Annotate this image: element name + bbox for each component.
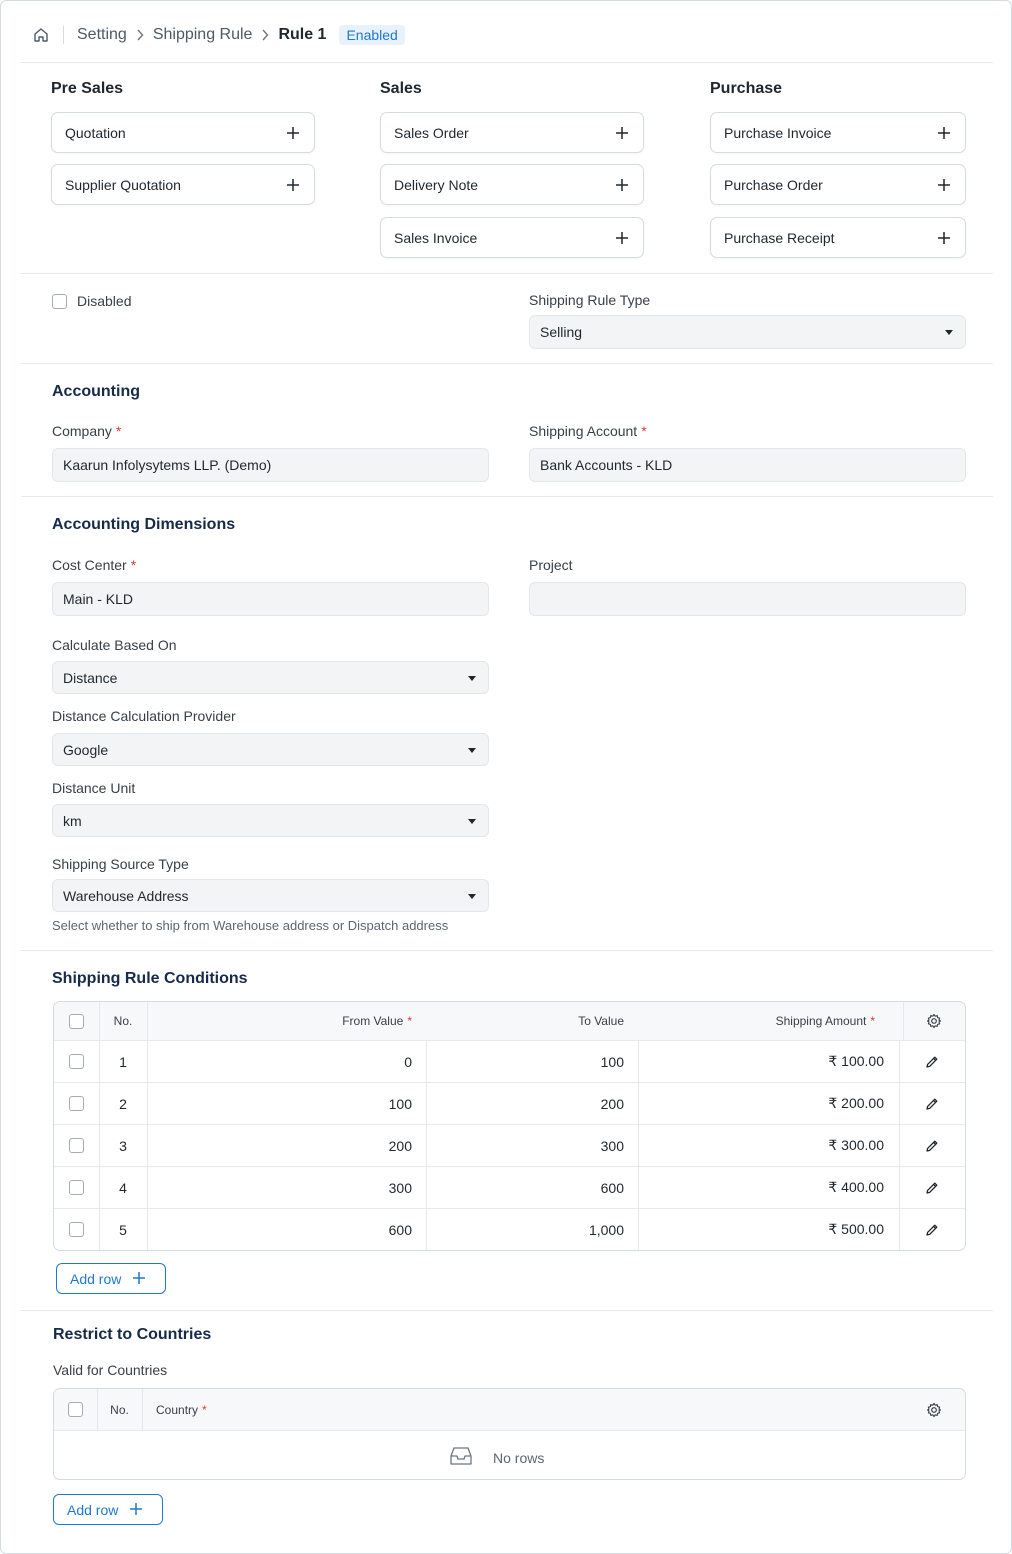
- plus-icon[interactable]: [936, 177, 952, 193]
- row-checkbox[interactable]: [69, 1096, 84, 1111]
- link-label: Purchase Receipt: [724, 229, 835, 246]
- from-value-cell[interactable]: 300: [388, 1179, 412, 1196]
- select-all-checkbox[interactable]: [69, 1014, 84, 1029]
- no-rows-text: No rows: [493, 1449, 545, 1466]
- add-row-label: Add row: [70, 1270, 122, 1287]
- link-label: Supplier Quotation: [65, 176, 181, 193]
- header-country-text: Country: [156, 1402, 199, 1417]
- divider: [21, 273, 993, 274]
- header-country: [156, 1389, 456, 1430]
- plus-icon[interactable]: [285, 177, 301, 193]
- link-quotation[interactable]: [51, 112, 315, 153]
- settings-gear-icon[interactable]: [903, 1389, 965, 1430]
- table-header: [54, 1002, 965, 1040]
- distance-provider-value: Google: [63, 741, 109, 758]
- breadcrumb-setting[interactable]: Setting: [77, 26, 127, 43]
- home-icon[interactable]: [31, 25, 51, 45]
- row-no: 2: [119, 1095, 127, 1112]
- link-purchase-receipt[interactable]: [710, 217, 966, 258]
- to-value-cell[interactable]: 600: [600, 1179, 624, 1196]
- plus-icon[interactable]: [285, 125, 301, 141]
- shipping-source-value: Warehouse Address: [63, 887, 189, 904]
- link-label: Purchase Invoice: [724, 124, 832, 141]
- table-header: [54, 1389, 965, 1430]
- link-label: Sales Order: [394, 124, 469, 141]
- link-supplier-quotation[interactable]: [51, 164, 315, 205]
- link-label: Purchase Order: [724, 176, 823, 193]
- link-label: Quotation: [65, 124, 126, 141]
- cost-center-label: [52, 557, 136, 573]
- table-row[interactable]: [54, 1040, 965, 1082]
- accounting-dimensions-title: Accounting Dimensions: [52, 516, 236, 533]
- header-no: No.: [113, 1014, 133, 1028]
- from-value-cell[interactable]: 100: [388, 1095, 412, 1112]
- plus-icon: [130, 1502, 142, 1518]
- shipping-amount-cell[interactable]: ₹ 100.00: [828, 1053, 884, 1069]
- row-checkbox[interactable]: [69, 1180, 84, 1195]
- conditions-add-row-button[interactable]: [56, 1263, 166, 1294]
- row-no: 1: [119, 1053, 127, 1070]
- from-value-cell[interactable]: 200: [388, 1137, 412, 1154]
- select-all-checkbox[interactable]: [68, 1402, 83, 1417]
- no-rows-message: [449, 1446, 544, 1469]
- row-select-cell: [54, 1083, 99, 1124]
- breadcrumb-divider: [63, 26, 64, 44]
- divider: [21, 496, 993, 497]
- to-value-cell[interactable]: 1,000: [588, 1221, 624, 1238]
- plus-icon[interactable]: [936, 125, 952, 141]
- status-badge: Enabled: [339, 25, 404, 45]
- row-select-cell: [54, 1041, 99, 1082]
- to-value-cell[interactable]: 200: [600, 1095, 624, 1112]
- header-select-cell: [54, 1389, 97, 1430]
- shipping-source-help: Select whether to ship from Warehouse address or Dispatch address: [52, 918, 449, 933]
- row-select-cell: [54, 1209, 99, 1250]
- table-row[interactable]: [54, 1124, 965, 1166]
- conditions-title: Shipping Rule Conditions: [52, 970, 248, 987]
- rule-type-label: Shipping Rule Type: [529, 292, 651, 308]
- link-purchase-order[interactable]: [710, 164, 966, 205]
- link-purchase-invoice[interactable]: [710, 112, 966, 153]
- header-to-value: To Value: [578, 1014, 624, 1028]
- edit-pencil-icon[interactable]: [899, 1041, 965, 1082]
- required-marker: *: [407, 1014, 412, 1028]
- caret-down-icon: [468, 748, 476, 753]
- conditions-table: [53, 1001, 966, 1251]
- purchase-title: Purchase: [710, 80, 783, 97]
- accounting-title: Accounting: [52, 383, 140, 400]
- empty-tray-icon: [449, 1446, 473, 1469]
- divider: [21, 1310, 993, 1311]
- edit-pencil-icon[interactable]: [899, 1209, 965, 1250]
- valid-countries-label: Valid for Countries: [53, 1362, 168, 1378]
- chevron-right-icon: [261, 29, 269, 41]
- distance-provider-select[interactable]: [52, 733, 489, 766]
- shipping-amount-cell[interactable]: ₹ 400.00: [828, 1179, 884, 1195]
- row-no: 4: [119, 1179, 127, 1196]
- add-row-label: Add row: [67, 1501, 119, 1518]
- shipping-account-label: [529, 423, 647, 439]
- sales-title: Sales: [380, 80, 422, 97]
- header-amount-text: Shipping Amount: [775, 1014, 867, 1028]
- company-label-text: Company: [52, 423, 112, 439]
- company-value: Kaarun Infolysytems LLP. (Demo): [63, 457, 272, 473]
- required-marker: *: [202, 1402, 207, 1417]
- breadcrumb-current: Rule 1: [278, 26, 327, 43]
- shipping-amount-cell[interactable]: ₹ 500.00: [828, 1221, 884, 1237]
- row-no: 5: [119, 1221, 127, 1238]
- table-row[interactable]: [54, 1082, 965, 1124]
- to-value-cell[interactable]: 100: [600, 1053, 624, 1070]
- disabled-label: Disabled: [77, 293, 132, 309]
- row-select-cell: [54, 1167, 99, 1208]
- shipping-amount-cell[interactable]: ₹ 300.00: [828, 1137, 884, 1153]
- distance-unit-select[interactable]: [52, 804, 489, 837]
- shipping-source-select[interactable]: [52, 879, 489, 912]
- empty-row: [54, 1430, 965, 1480]
- countries-add-row-button[interactable]: [53, 1494, 163, 1525]
- edit-pencil-icon[interactable]: [899, 1167, 965, 1208]
- divider: [21, 363, 993, 364]
- caret-down-icon: [468, 676, 476, 681]
- company-label: [52, 423, 121, 439]
- project-label: Project: [529, 557, 573, 573]
- plus-icon[interactable]: [614, 230, 630, 246]
- required-marker: *: [641, 423, 647, 439]
- cost-center-label-text: Cost Center: [52, 557, 127, 573]
- distance-unit-value: km: [63, 812, 82, 829]
- required-marker: *: [130, 557, 137, 573]
- header-no: No.: [110, 1402, 129, 1417]
- calculate-based-on-label: Calculate Based On: [52, 637, 177, 653]
- countries-table: [53, 1388, 966, 1480]
- row-checkbox[interactable]: [69, 1222, 84, 1237]
- required-marker: *: [115, 423, 122, 439]
- rule-type-select[interactable]: [529, 315, 966, 349]
- breadcrumb: [31, 23, 405, 47]
- from-value-cell[interactable]: 0: [404, 1053, 412, 1070]
- to-value-cell[interactable]: 300: [600, 1137, 624, 1154]
- link-sales-invoice[interactable]: [380, 217, 644, 258]
- rule-type-value: Selling: [540, 324, 583, 340]
- divider: [21, 62, 993, 63]
- plus-icon: [133, 1271, 145, 1287]
- chevron-right-icon: [136, 29, 144, 41]
- cost-center-field[interactable]: [52, 582, 489, 616]
- distance-provider-label: Distance Calculation Provider: [52, 708, 236, 724]
- row-checkbox[interactable]: [69, 1054, 84, 1069]
- header-shipping-amount: [638, 1002, 899, 1040]
- table-row[interactable]: [54, 1166, 965, 1208]
- header-from-text: From Value: [342, 1014, 404, 1028]
- disabled-checkbox[interactable]: [52, 294, 67, 309]
- shipping-source-label: Shipping Source Type: [52, 856, 189, 872]
- shipping-account-field[interactable]: [529, 448, 966, 482]
- calculate-based-on-value: Distance: [63, 669, 118, 686]
- link-delivery-note[interactable]: [380, 164, 644, 205]
- caret-down-icon: [945, 330, 953, 335]
- header-select-cell: [54, 1002, 99, 1040]
- calculate-based-on-select[interactable]: [52, 661, 489, 694]
- countries-title: Restrict to Countries: [53, 1326, 212, 1343]
- distance-unit-label: Distance Unit: [52, 780, 136, 796]
- shipping-account-value: Bank Accounts - KLD: [540, 457, 673, 473]
- project-field[interactable]: [529, 582, 966, 616]
- cost-center-value: Main - KLD: [63, 591, 134, 607]
- plus-icon[interactable]: [614, 125, 630, 141]
- table-row[interactable]: [54, 1208, 965, 1250]
- plus-icon[interactable]: [936, 230, 952, 246]
- row-no: 3: [119, 1137, 127, 1154]
- divider: [21, 950, 993, 951]
- caret-down-icon: [468, 819, 476, 824]
- caret-down-icon: [468, 894, 476, 899]
- from-value-cell[interactable]: 600: [388, 1221, 412, 1238]
- shipping-amount-cell[interactable]: ₹ 200.00: [828, 1095, 884, 1111]
- link-label: Sales Invoice: [394, 229, 478, 246]
- link-sales-order[interactable]: [380, 112, 644, 153]
- breadcrumb-shipping-rule[interactable]: Shipping Rule: [152, 26, 253, 43]
- required-marker: *: [870, 1014, 875, 1028]
- company-field[interactable]: [52, 448, 489, 482]
- link-label: Delivery Note: [394, 176, 479, 193]
- edit-pencil-icon[interactable]: [899, 1083, 965, 1124]
- edit-pencil-icon[interactable]: [899, 1125, 965, 1166]
- header-from-value: [147, 1002, 426, 1040]
- shipping-account-label-text: Shipping Account: [529, 423, 638, 439]
- pre-sales-title: Pre Sales: [51, 80, 124, 97]
- settings-gear-icon[interactable]: [903, 1002, 965, 1040]
- plus-icon[interactable]: [614, 177, 630, 193]
- row-select-cell: [54, 1125, 99, 1166]
- row-checkbox[interactable]: [69, 1138, 84, 1153]
